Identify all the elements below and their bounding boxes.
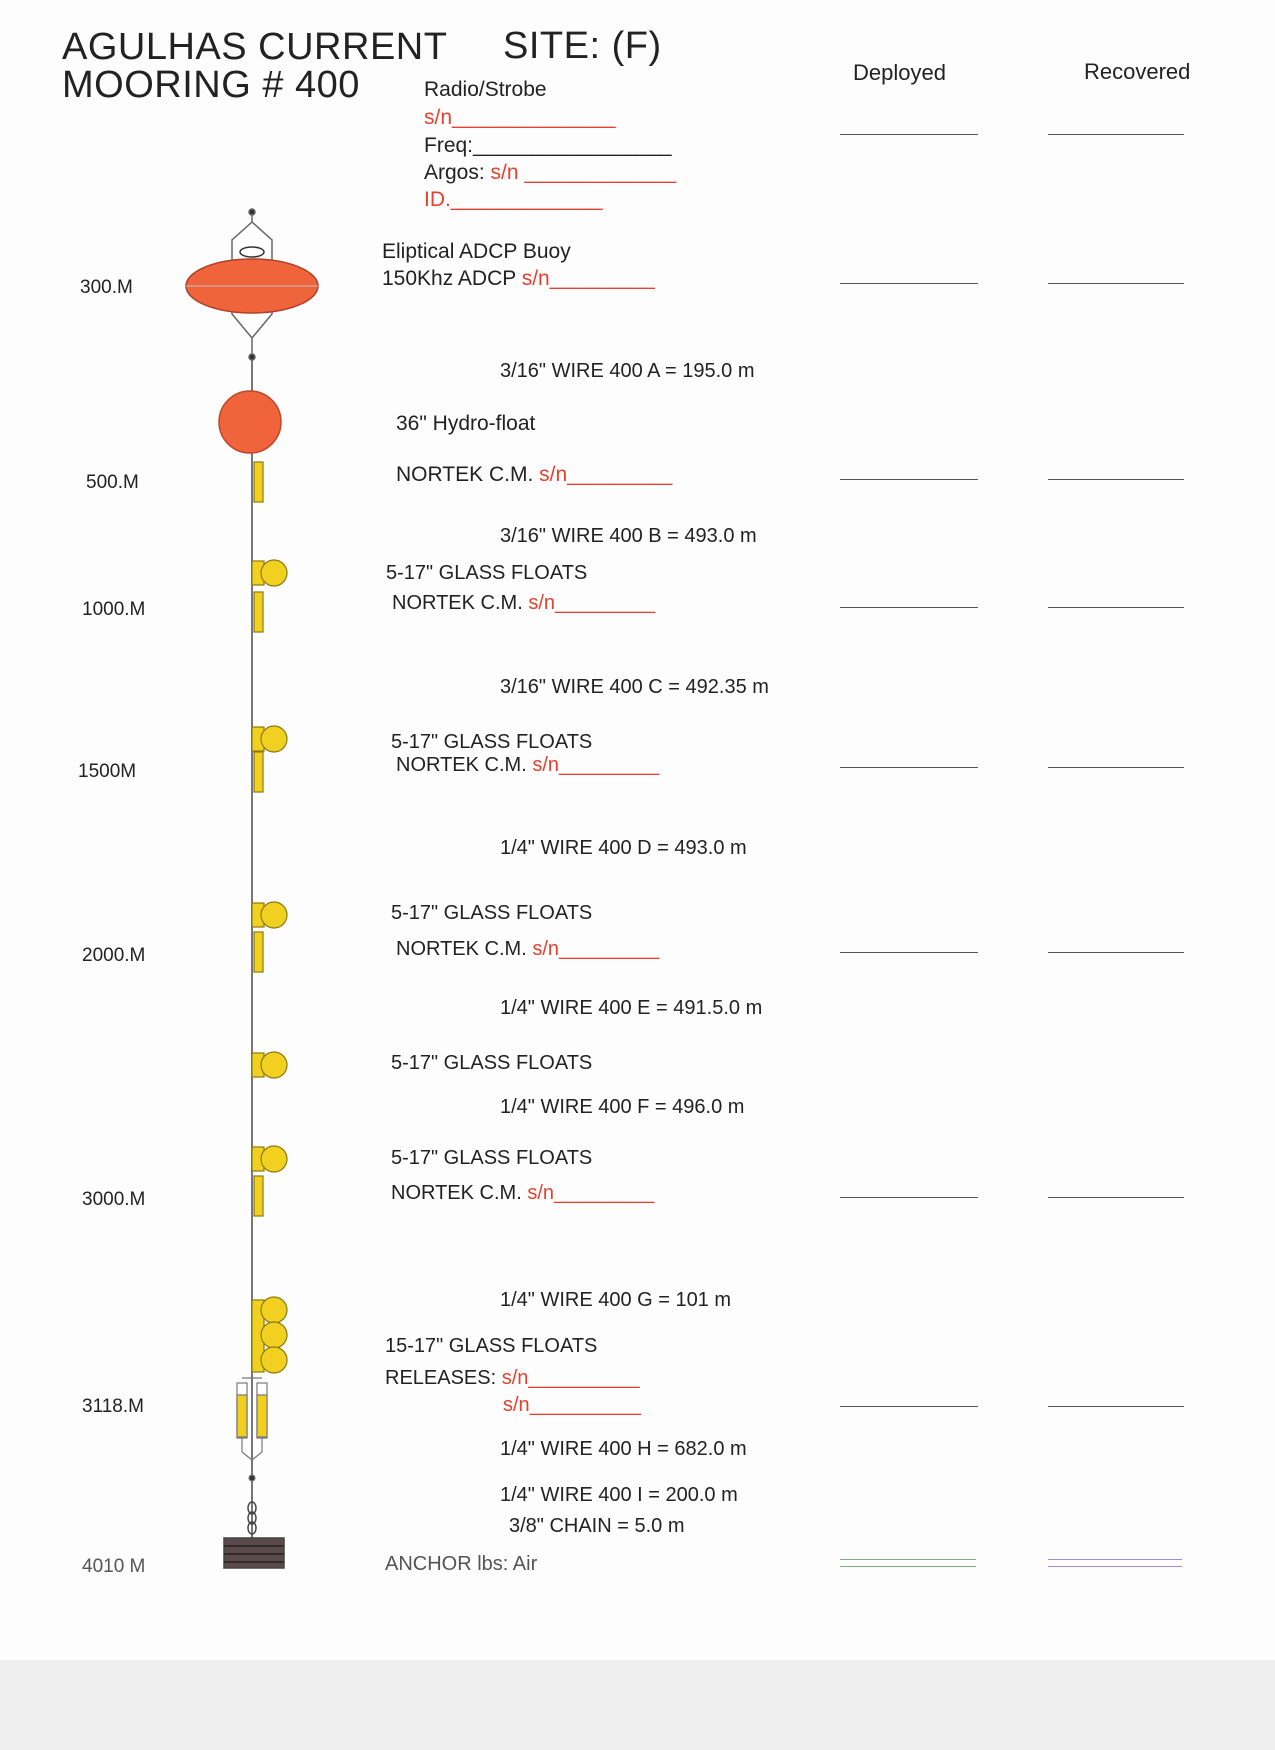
recovered-line-releases[interactable] (1048, 1406, 1184, 1407)
wire-e: 1/4" WIRE 400 E = 491.5.0 m (500, 997, 763, 1019)
deployed-line-radio[interactable] (840, 134, 978, 135)
glass-floats-3000: 5-17" GLASS FLOATS (391, 1147, 593, 1169)
title-line1: AGULHAS CURRENT (62, 26, 448, 68)
radio-sn: s/n______________ (424, 106, 616, 129)
recovered-line-buoy[interactable] (1048, 283, 1184, 284)
depth-500: 500.M (86, 472, 139, 493)
releases-label: RELEASES: s/n__________ (385, 1367, 640, 1389)
glass-floats-15: 15-17" GLASS FLOATS (385, 1335, 598, 1357)
wire-a: 3/16" WIRE 400 A = 195.0 m (500, 360, 755, 382)
nortek-500: NORTEK C.M. s/n_________ (396, 463, 673, 486)
depth-300: 300.M (80, 277, 133, 298)
wire-d: 1/4" WIRE 400 D = 493.0 m (500, 837, 747, 859)
nortek-1000: NORTEK C.M. s/n_________ (392, 592, 656, 614)
deployed-line-2000[interactable] (840, 952, 978, 953)
deployed-line-1500[interactable] (840, 767, 978, 768)
wire-b: 3/16" WIRE 400 B = 493.0 m (500, 525, 757, 547)
buoy-label: Eliptical ADCP Buoy (382, 240, 571, 263)
wire-c: 3/16" WIRE 400 C = 492.35 m (500, 676, 769, 698)
page-bottom-margin (0, 1660, 1275, 1750)
deployed-line-1000[interactable] (840, 607, 978, 608)
recovered-line-radio[interactable] (1048, 134, 1184, 135)
anchor (224, 1502, 284, 1568)
anchor-label: ANCHOR lbs: Air (385, 1553, 538, 1575)
hydro-float (219, 391, 281, 453)
recovered-line-500[interactable] (1048, 479, 1184, 480)
nortek-1500: NORTEK C.M. s/n_________ (396, 754, 660, 776)
recovered-header: Recovered (1084, 59, 1191, 84)
recovered-line-1000[interactable] (1048, 607, 1184, 608)
hydro-float-label: 36" Hydro-float (396, 412, 536, 435)
argos-id: ID._____________ (424, 188, 603, 211)
glass-floats-1000: 5-17" GLASS FLOATS (386, 562, 588, 584)
chain: 3/8" CHAIN = 5.0 m (509, 1515, 685, 1537)
depth-3118: 3118.M (82, 1396, 144, 1417)
releases-sn-2: s/n__________ (503, 1394, 641, 1416)
recovered-line-anchor[interactable] (1048, 1559, 1182, 1567)
argos-line: Argos: s/n _____________ (424, 161, 677, 184)
depth-2000: 2000.M (82, 945, 146, 966)
deployed-line-releases[interactable] (840, 1406, 978, 1407)
wire-h: 1/4" WIRE 400 H = 682.0 m (500, 1438, 747, 1460)
radio-freq: Freq:_________________ (424, 134, 672, 157)
depth-1000: 1000.M (82, 599, 146, 620)
deployed-line-3000[interactable] (840, 1197, 978, 1198)
depth-1500: 1500M (78, 761, 137, 782)
site-label: SITE: (F) (503, 25, 662, 67)
recovered-line-3000[interactable] (1048, 1197, 1184, 1198)
radio-strobe-title: Radio/Strobe (424, 78, 547, 101)
deployed-line-500[interactable] (840, 479, 978, 480)
glass-floats-2500: 5-17" GLASS FLOATS (391, 1052, 593, 1074)
recovered-line-2000[interactable] (1048, 952, 1184, 953)
title-line2: MOORING # 400 (62, 64, 360, 106)
nortek-2000: NORTEK C.M. s/n_________ (396, 938, 660, 960)
deployed-line-buoy[interactable] (840, 283, 978, 284)
recovered-line-1500[interactable] (1048, 767, 1184, 768)
adcp-label: 150Khz ADCP s/n_________ (382, 267, 655, 290)
wire-f: 1/4" WIRE 400 F = 496.0 m (500, 1096, 745, 1118)
depth-4010: 4010 M (82, 1556, 146, 1577)
deployed-line-anchor[interactable] (840, 1559, 976, 1567)
wire-g: 1/4" WIRE 400 G = 101 m (500, 1289, 732, 1311)
deployed-header: Deployed (853, 60, 946, 85)
glass-floats-1500: 5-17" GLASS FLOATS (391, 731, 593, 753)
wire-i: 1/4" WIRE 400 I = 200.0 m (500, 1484, 738, 1506)
nortek-3000: NORTEK C.M. s/n_________ (391, 1182, 655, 1204)
glass-floats-2000: 5-17" GLASS FLOATS (391, 902, 593, 924)
depth-3000: 3000.M (82, 1189, 146, 1210)
